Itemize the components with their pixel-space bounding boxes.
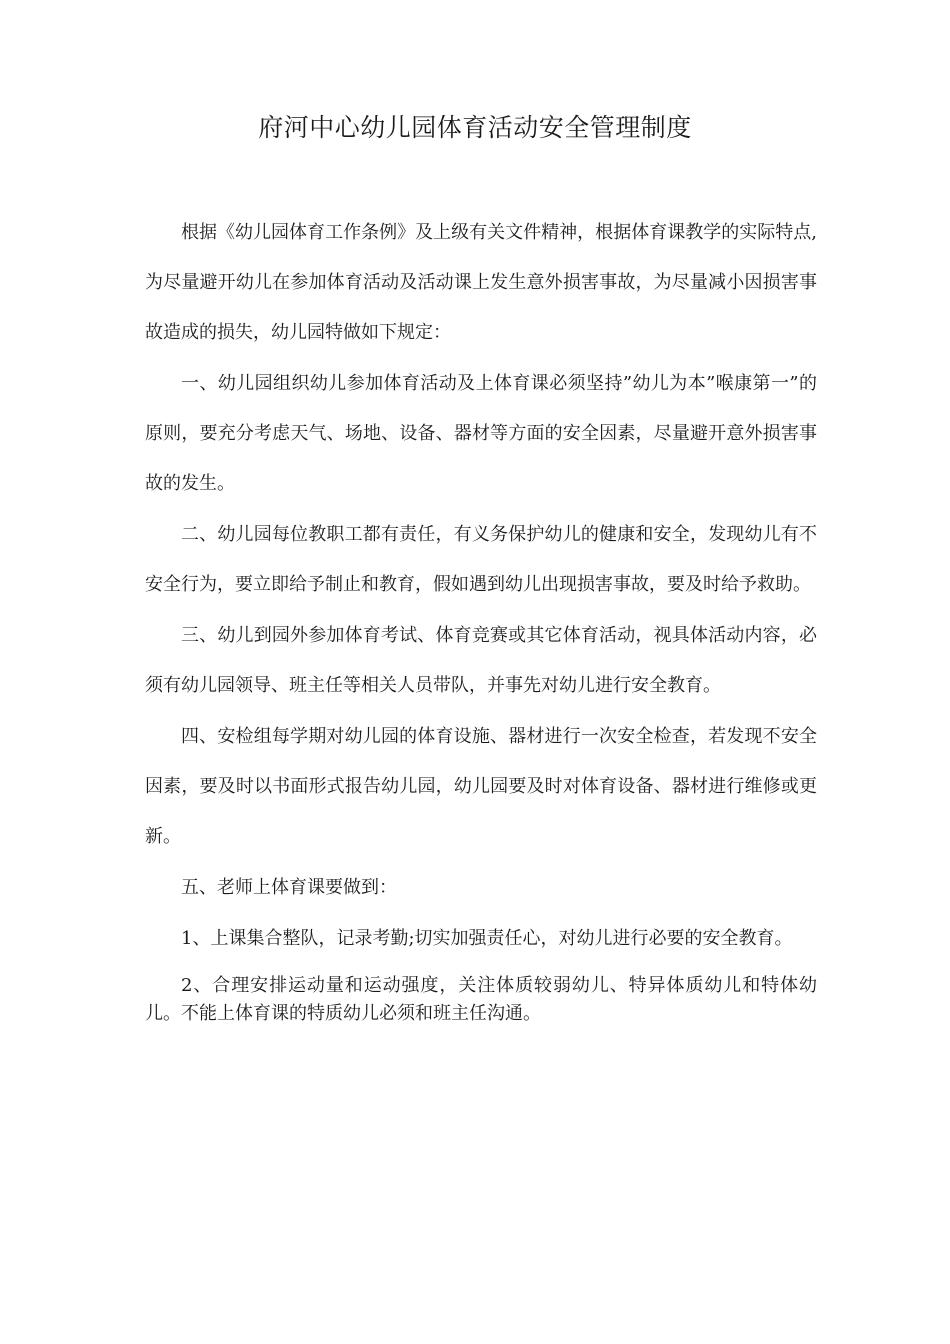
paragraph-rule-3: 三、幼儿到园外参加体育考试、体育竞赛或其它体育活动，视具体活动内容，必须有幼儿园领导、班主任等相关人员带队，并事先对幼儿进行安全教育。 <box>145 625 817 696</box>
paragraph-rule-1: 一、幼儿园组织幼儿参加体育活动及上体育课必须坚持”幼儿为本”喉康第一”的原则，要充分考虑天气、场地、设备、器材等方面的安全因素，尽量避开意外损害事故的发生。 <box>145 373 817 494</box>
paragraph-rule-2: 二、幼儿园每位教职工都有责任，有义务保护幼儿的健康和安全，发现幼儿有不安全行为，要立即给予制止和教育，假如遇到幼儿出现损害事故，要及时给予救助。 <box>145 524 817 595</box>
document-body <box>145 208 817 1029</box>
paragraph-intro: 根据《幼儿园体育工作条例》及上级有关文件精神，根据体育课教学的实际特点,为尽量避开幼儿在参加体育活动及活动课上发生意外损害事故，为尽量减小因损害事故造成的损失，幼儿园特做如下规定： <box>145 222 817 343</box>
paragraph-rule-5: 五、老师上体育课要做到： <box>181 877 397 898</box>
paragraph-item-2: 2、合理安排运动量和运动强度，关注体质较弱幼儿、特异体质幼儿和特体幼儿。不能上体育课的特质幼儿必须和班主任沟通。 <box>145 975 817 1024</box>
paragraph-rule-4: 四、安检组每学期对幼儿园的体育设施、器材进行一次安全检查，若发现不安全因素，要及时以书面形式报告幼儿园，幼儿园要及时对体育设备、器材进行维修或更新。 <box>145 726 817 847</box>
document-title: 府河中心幼儿园体育活动安全管理制度 <box>258 113 692 142</box>
paragraph-item-1: 1、上课集合整队，记录考勤;切实加强责任心，对幼儿进行必要的安全教育。 <box>181 928 793 949</box>
